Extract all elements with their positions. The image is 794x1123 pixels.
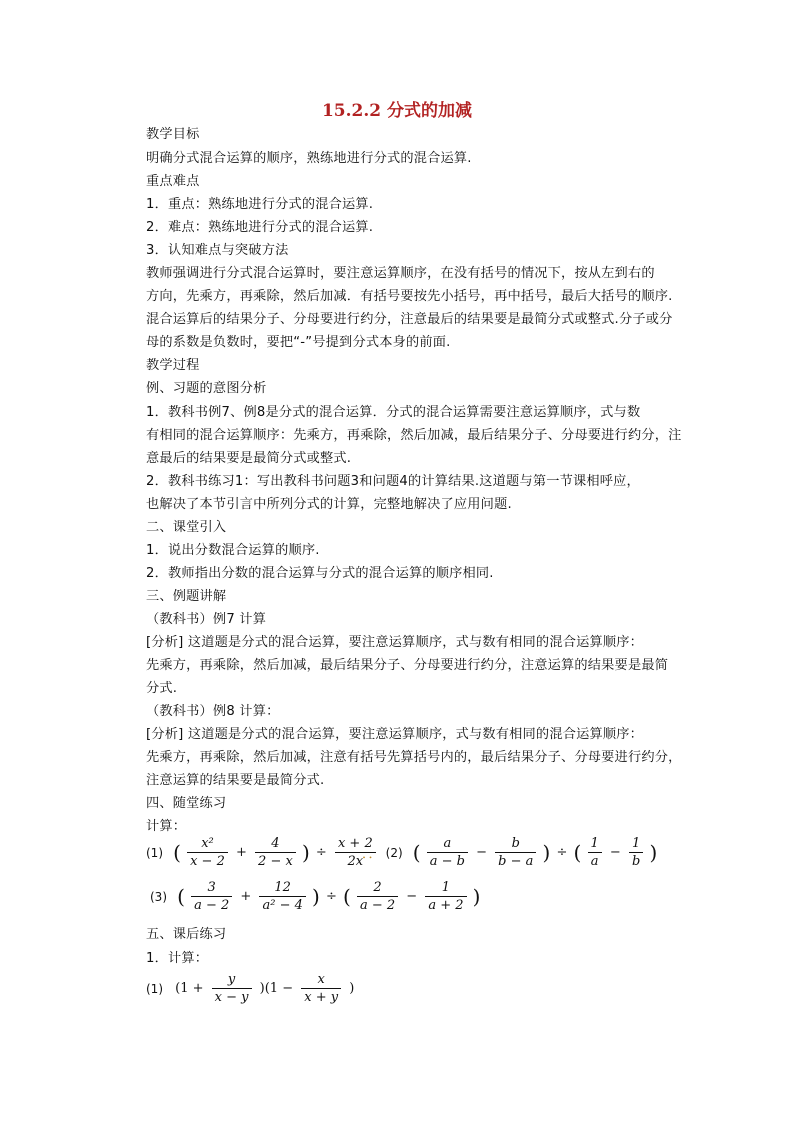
fraction: $\frac{x}{x + y}$ bbox=[301, 972, 341, 1005]
paragraph-line: 有相同的混合运算顺序：先乘方，再乘除，然后加减，最后结果分子、分母要进行约分，注 bbox=[146, 428, 682, 443]
list-item: 2．教师指出分数的混合运算与分式的混合运算的顺序相同. bbox=[146, 566, 494, 581]
paragraph-line: 分式. bbox=[146, 681, 178, 696]
example-title: （教科书）例8 计算： bbox=[146, 704, 280, 719]
paragraph-line: 教师强调进行分式混合运算时，要注意运算顺序，在没有括号的情况下，按从左到右的 bbox=[146, 266, 655, 281]
fraction: $\frac{x + 2}{2x}$ bbox=[335, 836, 376, 869]
paragraph-line: 方向，先乘方，再乘除，然后加减．有括号要按先小括号，再中括号，最后大括号的顺序. bbox=[146, 289, 673, 304]
paragraph-line: 也解决了本节引言中所列分式的计算，完整地解决了应用问题. bbox=[146, 497, 512, 512]
paragraph-line: [分析] 这道题是分式的混合运算，要注意运算顺序，式与数有相同的混合运算顺序： bbox=[146, 727, 644, 742]
paragraph-line: 2．教科书练习1：写出教科书问题3和问题4的计算结果.这道题与第一节课相呼应， bbox=[146, 474, 640, 489]
paragraph-line: [分析] 这道题是分式的混合运算，要注意运算顺序，式与数有相同的混合运算顺序： bbox=[146, 635, 644, 650]
paragraph-line: 混合运算后的结果分子、分母要进行约分，注意最后的结果要是最简分式或整式.分子或分 bbox=[146, 312, 673, 327]
fraction: $\frac{1}{a + 2}$ bbox=[425, 880, 466, 913]
heading-practice: 四、随堂练习 bbox=[146, 796, 227, 811]
exercise-3: (3) ( $\frac{3}{a - 2}$ + $\frac{12}{\text{a² − 4}}$ ) ÷ ( $\frac{2}{a - 2}$ − $\frac{1}{a + 2}$ ) bbox=[150, 880, 481, 913]
list-item: 1．说出分数混合运算的顺序. bbox=[146, 543, 320, 558]
list-item: 1．重点：熟练地进行分式的混合运算. bbox=[146, 197, 374, 212]
fraction: $\frac{4}{2 - x}$ bbox=[255, 836, 296, 869]
fraction: $\frac{a}{a - b}$ bbox=[427, 836, 468, 869]
exercise-label: (1) bbox=[146, 981, 163, 996]
fraction: $\frac{1}{b}$ bbox=[629, 836, 643, 869]
paragraph-line: 先乘方，再乘除，然后加减，注意有括号先算括号内的，最后结果分子、分母要进行约分， bbox=[146, 750, 682, 765]
exercise-label: (3) bbox=[150, 889, 167, 904]
heading-analysis: 例、习题的意图分析 bbox=[146, 381, 267, 396]
fraction: $\frac{\text{x²}}{x - 2}$ bbox=[187, 836, 228, 869]
heading-homework: 五、课后练习 bbox=[146, 927, 227, 942]
document-title: 15.2.2 分式的加减 bbox=[321, 101, 473, 121]
practice-prompt: 计算： bbox=[146, 819, 187, 834]
paragraph-line: 意最后的结果要是最简分式或整式. bbox=[146, 451, 352, 466]
heading-examples: 三、例题讲解 bbox=[146, 589, 227, 604]
heading-objectives: 教学目标 bbox=[146, 127, 200, 142]
fraction: $\frac{2}{a - 2}$ bbox=[357, 880, 398, 913]
paragraph-line: 母的系数是负数时，要把“-”号提到分式本身的前面. bbox=[146, 335, 451, 350]
fraction: $\frac{b}{b - a}$ bbox=[495, 836, 536, 869]
fraction: $\frac{1}{a}$ bbox=[588, 836, 602, 869]
exercise-label: (1) bbox=[146, 845, 163, 860]
list-item: 2．难点：熟练地进行分式的混合运算. bbox=[146, 220, 374, 235]
homework-1: (1) (1 + $\frac{y}{x - y}$ )(1 − $\frac{x}{x + y}$ ) bbox=[146, 972, 355, 1005]
exercise-2: ．． (2) ( $\frac{a}{a - b}$ − $\frac{b}{b - a}$ ) ÷ ( $\frac{1}{a}$ − $\frac{1}{b}$ ) bbox=[362, 836, 658, 869]
heading-process: 教学过程 bbox=[146, 358, 200, 373]
paragraph-line: 先乘方，再乘除，然后加减，最后结果分子、分母要进行约分，注意运算的结果要是最简 bbox=[146, 658, 669, 673]
paragraph: 明确分式混合运算的顺序，熟练地进行分式的混合运算. bbox=[146, 151, 472, 166]
example-title: （教科书）例7 计算 bbox=[146, 612, 267, 627]
list-item: 3．认知难点与突破方法 bbox=[146, 243, 289, 258]
heading-intro: 二、课堂引入 bbox=[146, 520, 227, 535]
fraction: $\frac{y}{x - y}$ bbox=[212, 972, 252, 1005]
exercise-label: (2) bbox=[385, 845, 403, 860]
paragraph-line: 1．教科书例7、例8是分式的混合运算．分式的混合运算需要注意运算顺序，式与数 bbox=[146, 405, 641, 420]
exercise-1: (1) ( $\frac{\text{x²}}{x - 2}$ + $\frac{4}{2 - x}$ ) ÷ $\frac{x + 2}{2x}$ bbox=[146, 836, 378, 869]
fraction: $\frac{12}{\text{a² − 4}}$ bbox=[259, 880, 305, 913]
homework-prompt: 1．计算： bbox=[146, 951, 209, 966]
fraction: $\frac{3}{a - 2}$ bbox=[191, 880, 232, 913]
heading-key-points: 重点难点 bbox=[146, 174, 200, 189]
paragraph-line: 注意运算的结果要是最简分式. bbox=[146, 773, 325, 788]
